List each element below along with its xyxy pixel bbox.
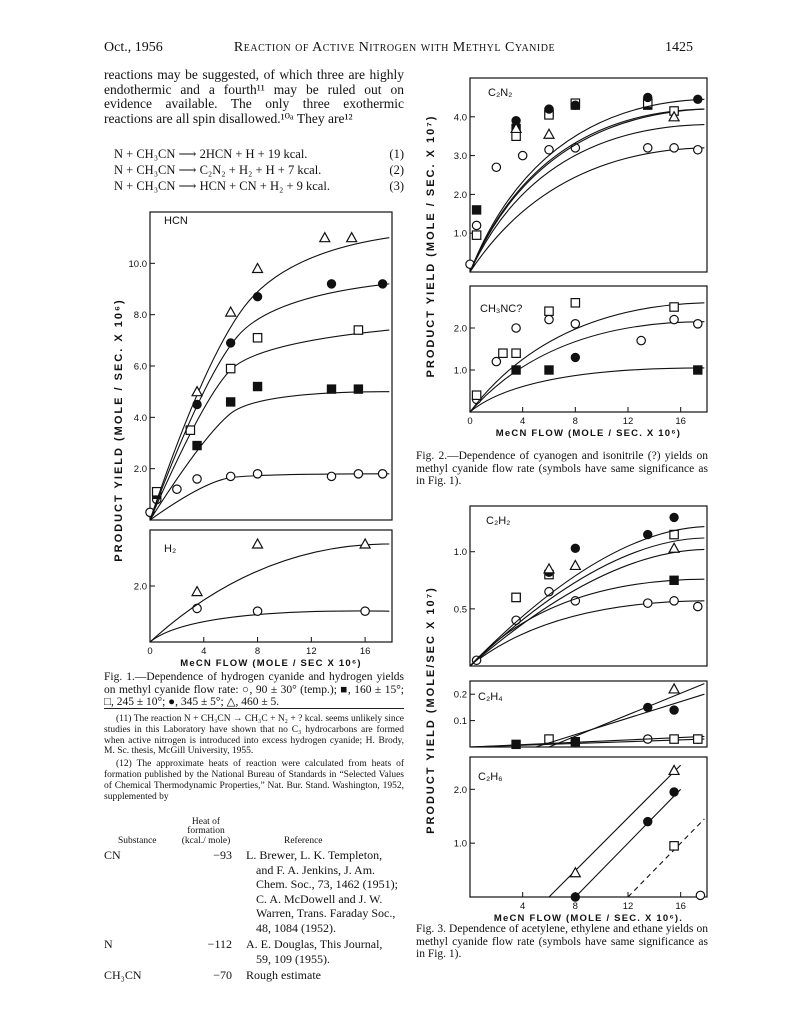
data-point bbox=[327, 472, 335, 480]
panel-label: H₂ bbox=[164, 543, 177, 555]
footnote-rule bbox=[104, 708, 404, 709]
y-tick-label: 2.0 bbox=[133, 464, 147, 476]
x-tick-label: 16 bbox=[675, 416, 686, 427]
data-point bbox=[670, 706, 678, 714]
fig1-caption: Fig. 1.—Dependence of hydrogen cyanide and hydrogen yields on methyl cyanide flow rate: ○, 90 ± 30° (temp.); ■, 160 ± 15°; □, 245 ± 10°; ●, 345 ± 5°; △, 460 ± 5. bbox=[104, 671, 404, 708]
fig3-y-axis-label: PRODUCT YIELD (MOLE/SEC X 10⁷) bbox=[425, 586, 437, 834]
data-point bbox=[637, 336, 645, 344]
series-curve bbox=[470, 579, 704, 666]
table-row bbox=[104, 937, 404, 966]
data-point bbox=[670, 303, 678, 311]
fig2-y-axis-label: PRODUCT YIELD (MOLE / SEC. X 10⁷) bbox=[425, 114, 437, 378]
series-curve bbox=[470, 736, 704, 747]
series-curve bbox=[150, 330, 389, 520]
cell-heat: −112 bbox=[207, 937, 232, 951]
data-point bbox=[226, 472, 234, 480]
x-tick-label: 4 bbox=[520, 901, 526, 912]
data-point bbox=[544, 129, 554, 138]
panel-label: C₂H₄ bbox=[478, 691, 503, 703]
table-row bbox=[104, 848, 404, 935]
series-curve bbox=[575, 789, 680, 897]
cell-substance: CN bbox=[104, 848, 121, 862]
data-point bbox=[670, 597, 678, 605]
data-point bbox=[694, 366, 702, 374]
data-point bbox=[669, 684, 679, 693]
data-point bbox=[571, 320, 579, 328]
data-point bbox=[253, 293, 261, 301]
data-point bbox=[193, 475, 201, 483]
data-point bbox=[571, 101, 579, 109]
cell-substance: CH₃CN bbox=[104, 968, 142, 982]
body-paragraph: reactions may be suggested, of which three are highly endothermic and a fourth¹¹ may be ruled out on evidence available. The only three exothermic reactions are all spin disallowed.¹⁰ᵃ They are¹² bbox=[104, 67, 404, 126]
data-point bbox=[670, 735, 678, 743]
y-tick-label: 2.0 bbox=[453, 784, 467, 796]
data-point bbox=[694, 602, 702, 610]
y-tick-label: 1.0 bbox=[453, 547, 467, 559]
reaction-equation: N + CH₃CN ⟶ C₂N₂ + H₂ + H + 7 kcal. bbox=[114, 163, 322, 177]
table-header bbox=[104, 808, 404, 846]
data-point bbox=[327, 280, 335, 288]
heat-of-formation-table bbox=[104, 808, 404, 983]
panel-label: C₂H₂ bbox=[486, 515, 511, 527]
fig2-caption: Fig. 2.—Dependence of cyanogen and isonitrile (?) yields on methyl cyanide flow rate (symbols have same significance as in Fig. 1). bbox=[416, 450, 708, 487]
data-point bbox=[354, 385, 362, 393]
footnote-11: (11) The reaction N + CH₃CN → CH₃C + N₂ + ? kcal. seems unlikely since studies in this Laboratory have shown that no C₃ hydrocarbons are formed when active nitrogen is introduced into excess hydrogen cyanide; H. Brody, M. Sc. thesis, McGill University, 1955. bbox=[104, 714, 404, 757]
y-tick-label: 1.0 bbox=[453, 838, 467, 850]
cell-reference: A. E. Douglas, This Journal, 59, 109 (1955). bbox=[246, 937, 383, 966]
data-point bbox=[472, 206, 480, 214]
data-point bbox=[378, 470, 386, 478]
col-reference-header: Reference bbox=[284, 835, 323, 846]
data-point bbox=[192, 587, 202, 596]
header-title: Reaction of Active Nitrogen with Methyl Cyanide bbox=[233, 40, 556, 55]
y-tick-label: 6.0 bbox=[133, 361, 147, 373]
y-tick-label: 8.0 bbox=[133, 310, 147, 322]
x-tick-label: 12 bbox=[306, 646, 317, 657]
x-tick-label: 12 bbox=[622, 901, 634, 912]
data-point bbox=[512, 740, 520, 748]
cell-heat: −93 bbox=[213, 848, 232, 862]
data-point bbox=[670, 513, 678, 521]
x-tick-label: 16 bbox=[359, 646, 371, 657]
data-point bbox=[571, 299, 579, 307]
y-tick-label: 0.5 bbox=[453, 604, 467, 616]
data-point bbox=[644, 817, 652, 825]
data-point bbox=[669, 543, 679, 552]
x-axis-label: MeCN FLOW (MOLE / SEC X 10⁶) bbox=[180, 658, 362, 669]
data-point bbox=[644, 144, 652, 152]
data-point bbox=[253, 382, 261, 390]
fig1-y-axis-label: PRODUCT YIELD (MOLE / SEC. X 10⁶) bbox=[113, 298, 125, 562]
col-heat-header: Heat of formation (kcal./ mole) bbox=[181, 816, 231, 846]
data-point bbox=[670, 576, 678, 584]
x-tick-label: 16 bbox=[675, 901, 686, 912]
reaction-equation: N + CH₃CN ⟶ HCN + CN + H₂ + 9 kcal. bbox=[114, 179, 330, 193]
data-point bbox=[571, 353, 579, 361]
y-tick-label: 10.0 bbox=[128, 258, 147, 270]
x-tick-label: 8 bbox=[254, 646, 261, 657]
data-point bbox=[570, 868, 580, 877]
data-point bbox=[644, 93, 652, 101]
y-tick-label: 4.0 bbox=[453, 112, 467, 124]
y-tick-label: 4.0 bbox=[133, 412, 147, 424]
data-point bbox=[545, 105, 553, 113]
y-tick-label: 2.0 bbox=[453, 189, 467, 201]
data-point bbox=[545, 315, 553, 323]
data-point bbox=[518, 151, 526, 159]
cell-reference: L. Brewer, L. K. Templeton, and F. A. Jenkins, J. Am. Chem. Soc., 73, 1462 (1951); C. A. McDowell and J. W. Warren, Trans. Faraday Soc., 48, 1084 (1952). bbox=[246, 848, 398, 935]
panel-label: C₂H₆ bbox=[478, 771, 503, 783]
data-point bbox=[570, 560, 580, 569]
data-point bbox=[544, 564, 554, 573]
series-curve bbox=[470, 527, 704, 666]
data-point bbox=[226, 307, 236, 316]
data-point bbox=[545, 366, 553, 374]
data-point bbox=[694, 735, 702, 743]
data-point bbox=[253, 334, 261, 342]
series-curve bbox=[470, 109, 704, 272]
data-point bbox=[670, 842, 678, 850]
series-curve bbox=[470, 125, 704, 272]
data-point bbox=[545, 307, 553, 315]
reaction-equation: N + CH₃CN ⟶ 2HCN + H + 19 kcal. bbox=[114, 147, 308, 161]
data-point bbox=[499, 349, 507, 357]
series-curve bbox=[150, 238, 389, 520]
data-point bbox=[354, 470, 362, 478]
panel-label: CH₃NC? bbox=[480, 303, 523, 315]
data-point bbox=[492, 357, 500, 365]
data-point bbox=[512, 593, 520, 601]
series-curve bbox=[150, 544, 389, 642]
data-point bbox=[472, 391, 480, 399]
data-point bbox=[670, 788, 678, 796]
data-point bbox=[571, 544, 579, 552]
series-curve bbox=[536, 694, 705, 747]
series-curve bbox=[470, 322, 704, 412]
x-tick-label: 8 bbox=[572, 901, 578, 912]
data-point bbox=[669, 765, 679, 774]
data-point bbox=[320, 233, 330, 242]
cell-substance: N bbox=[104, 937, 113, 951]
reaction-number: (2) bbox=[389, 163, 404, 177]
cell-heat: −70 bbox=[213, 968, 232, 982]
reaction-number: (3) bbox=[389, 179, 404, 193]
plot-frame bbox=[470, 757, 707, 897]
data-point bbox=[193, 604, 201, 612]
cell-reference: Rough estimate bbox=[246, 968, 321, 982]
fig3-caption: Fig. 3. Dependence of acetylene, ethylene and ethane yields on methyl cyanide flow rate (symbols have same significance as in Fig. 1). bbox=[416, 923, 708, 960]
data-point bbox=[253, 607, 261, 615]
data-point bbox=[226, 398, 234, 406]
data-point bbox=[327, 385, 335, 393]
x-tick-label: 4 bbox=[520, 416, 526, 427]
data-point bbox=[670, 315, 678, 323]
series-curve bbox=[470, 368, 704, 412]
data-point bbox=[193, 441, 201, 449]
y-tick-label: 2.0 bbox=[453, 323, 467, 335]
data-point bbox=[472, 221, 480, 229]
data-point bbox=[571, 738, 579, 746]
data-point bbox=[571, 893, 579, 901]
header-page-number: 1425 bbox=[665, 40, 693, 55]
data-point bbox=[354, 326, 362, 334]
data-point bbox=[512, 132, 520, 140]
data-point bbox=[253, 263, 263, 272]
x-axis-label: MeCN FLOW (MOLE / SEC. X 10⁶) bbox=[495, 428, 682, 439]
series-curve bbox=[470, 601, 704, 666]
data-point bbox=[472, 231, 480, 239]
x-axis-label: MeCN FLOW (MOLE / SEC. X 10⁶). bbox=[493, 913, 684, 924]
series-curve bbox=[150, 611, 389, 642]
y-tick-label: 2.0 bbox=[133, 581, 147, 593]
x-tick-label: 12 bbox=[622, 416, 634, 427]
data-point bbox=[253, 539, 263, 548]
y-tick-label: 1.0 bbox=[453, 365, 467, 377]
data-point bbox=[253, 470, 261, 478]
series-curve bbox=[150, 474, 389, 520]
series-curve bbox=[628, 819, 704, 897]
y-tick-label: 0.2 bbox=[453, 689, 467, 701]
data-point bbox=[378, 280, 386, 288]
x-tick-label: 0 bbox=[147, 646, 153, 657]
panel-label: C₂N₂ bbox=[488, 87, 513, 99]
data-point bbox=[173, 485, 181, 493]
reaction-number: (1) bbox=[389, 147, 404, 161]
data-point bbox=[696, 891, 704, 899]
series-curve bbox=[470, 99, 704, 272]
series-curve bbox=[470, 109, 704, 272]
series-curve bbox=[150, 284, 389, 520]
x-tick-label: 0 bbox=[467, 416, 473, 427]
panel-label: HCN bbox=[164, 215, 188, 227]
x-tick-label: 4 bbox=[201, 646, 207, 657]
data-point bbox=[360, 539, 370, 548]
data-point bbox=[512, 324, 520, 332]
x-tick-label: 8 bbox=[572, 416, 578, 427]
data-point bbox=[361, 607, 369, 615]
series-curve bbox=[549, 765, 681, 897]
data-point bbox=[644, 530, 652, 538]
data-point bbox=[670, 144, 678, 152]
data-point bbox=[347, 233, 357, 242]
y-tick-label: 1.0 bbox=[453, 228, 467, 240]
data-point bbox=[694, 146, 702, 154]
data-point bbox=[644, 599, 652, 607]
series-curve bbox=[470, 549, 704, 666]
footnotes bbox=[104, 714, 404, 804]
y-tick-label: 3.0 bbox=[453, 151, 467, 163]
data-point bbox=[226, 364, 234, 372]
data-point bbox=[492, 163, 500, 171]
data-point bbox=[512, 349, 520, 357]
series-curve bbox=[150, 392, 389, 520]
data-point bbox=[694, 320, 702, 328]
footnote-12: (12) The approximate heats of reaction were calculated from heats of formation published by the National Bureau of Standards in “Selected Values of Chemical Thermodynamic Properties,” Nat. Bur. Stand. Washington, 1952, supplemented by bbox=[104, 759, 404, 802]
data-point bbox=[226, 339, 234, 347]
data-point bbox=[694, 95, 702, 103]
table-row bbox=[104, 968, 404, 983]
y-tick-label: 0.1 bbox=[453, 716, 467, 728]
col-substance-header: Substance bbox=[118, 835, 157, 846]
header-date: Oct., 1956 bbox=[104, 40, 163, 55]
